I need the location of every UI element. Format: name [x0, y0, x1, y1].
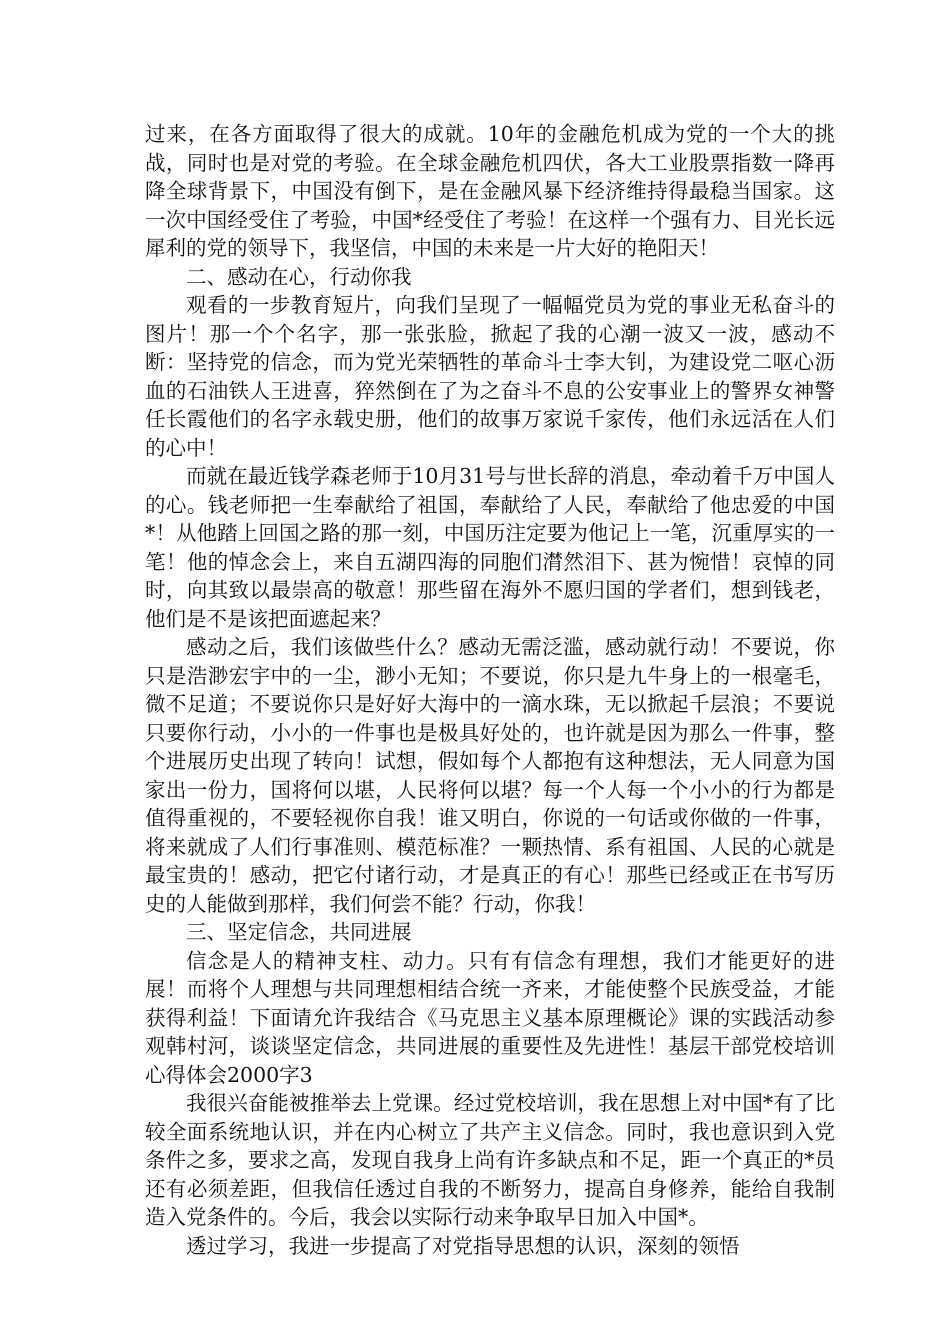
paragraph-continuation: 过来，在各方面取得了很大的成就。10年的金融危机成为党的一个大的挑战，同时也是对党的考验。在全球金融危机四伏，各大工业股票指数一降再降全球背景下，中国没有倒下，是在金融风暴下经济维持得最稳当国家。这一次中国经受住了考验，中国*经受住了考验！在这样一个强有力、目光长远犀利的党的领导下，我坚信，中国的未来是一片大好的艳阳天！ — [145, 122, 835, 260]
section-heading-3: 三、坚定信念，共同进展 — [186, 920, 412, 944]
paragraph-after-moved: 感动之后，我们该做些什么？感动无需泛滥，感动就行动！不要说，你只是浩渺宏宇中的一尘，渺小无知；不要说，你只是九牛身上的一根毫毛，微不足道；不要说你只是好好大海中的一滴水珠，无以掀起千层浪；不要说只要你行动，小小的一件事也是极具好处的，也许就是因为那么一件事，整个进展历史出现了转向！试想，假如每个人都抱有这种想法，无人同意为国家出一份力，国将何以堪，人民将何以堪？每一个人每一个小小的行为都是值得重视的，不要轻视你自我！谁又明白，你说的一句话或你做的一件事，将来就成了人们行事准则、模范标准？一颗热情、系有祖国、人民的心就是最宝贵的！感动，把它付诸行动，才是真正的有心！那些已经或正在书写历史的人能做到那样，我们何尝不能？行动，你我！ — [145, 635, 835, 916]
paragraph-qian-xuesen: 而就在最近钱学森老师于10月31号与世长辞的消息，牵动着千万中国人的心。钱老师把一生奉献给了祖国，奉献给了人民，奉献给了他忠爱的中国*！从他踏上回国之路的那一刻，中国历注定要为他记上一笔，沉重厚实的一笔！他的悼念会上，来自五湖四海的同胞们潸然泪下、甚为惋惜！哀悼的同时，向其致以最崇高的敬意！那些留在海外不愿归国的学者们，想到钱老，他们是不是该把面遮起来？ — [145, 464, 835, 631]
paragraph-party-class: 我很兴奋能被推举去上党课。经过党校培训，我在思想上对中国*有了比较全面系统地认识，并在内心树立了共产主义信念。同时，我也意识到入党条件之多，要求之高，发现自我身上尚有许多缺点和不足，距一个真正的*员还有必须差距，但我信任透过自我的不断努力，提高自身修养，能给自我制造入党条件的。今后，我会以实际行动来争取早日加入中国*。 — [145, 1091, 835, 1229]
paragraph-belief: 信念是人的精神支柱、动力。只有有信念有理想，我们才能更好的进展！而将个人理想与共同理想相结合统一齐来，才能使整个民族受益，才能获得利益！下面请允许我结合《马克思主义基本原理概论》课的实践活动参观韩村河，谈谈坚定信念，共同进展的重要性及先进性！基层干部党校培训心得体会2000字3 — [145, 948, 835, 1087]
document-body — [145, 120, 835, 1260]
paragraph-through-study: 透过学习，我进一步提高了对党指导思想的认识，深刻的领悟 — [186, 1233, 740, 1258]
section-heading-2: 二、感动在心，行动你我 — [186, 264, 412, 289]
paragraph-education-film: 观看的一步教育短片，向我们呈现了一幅幅党员为党的事业无私奋斗的图片！那一个个名字，那一张张脸，掀起了我的心潮一波又一波，感动不断：坚持党的信念，而为党光荣牺牲的革命斗士李大钊，为建设党二呕心沥血的石油铁人王进喜，猝然倒在了为之奋斗不息的公安事业上的警界女神警任长霞他们的名字永载史册，他们的故事万家说千家传，他们永远活在人们的心中！ — [145, 293, 835, 460]
